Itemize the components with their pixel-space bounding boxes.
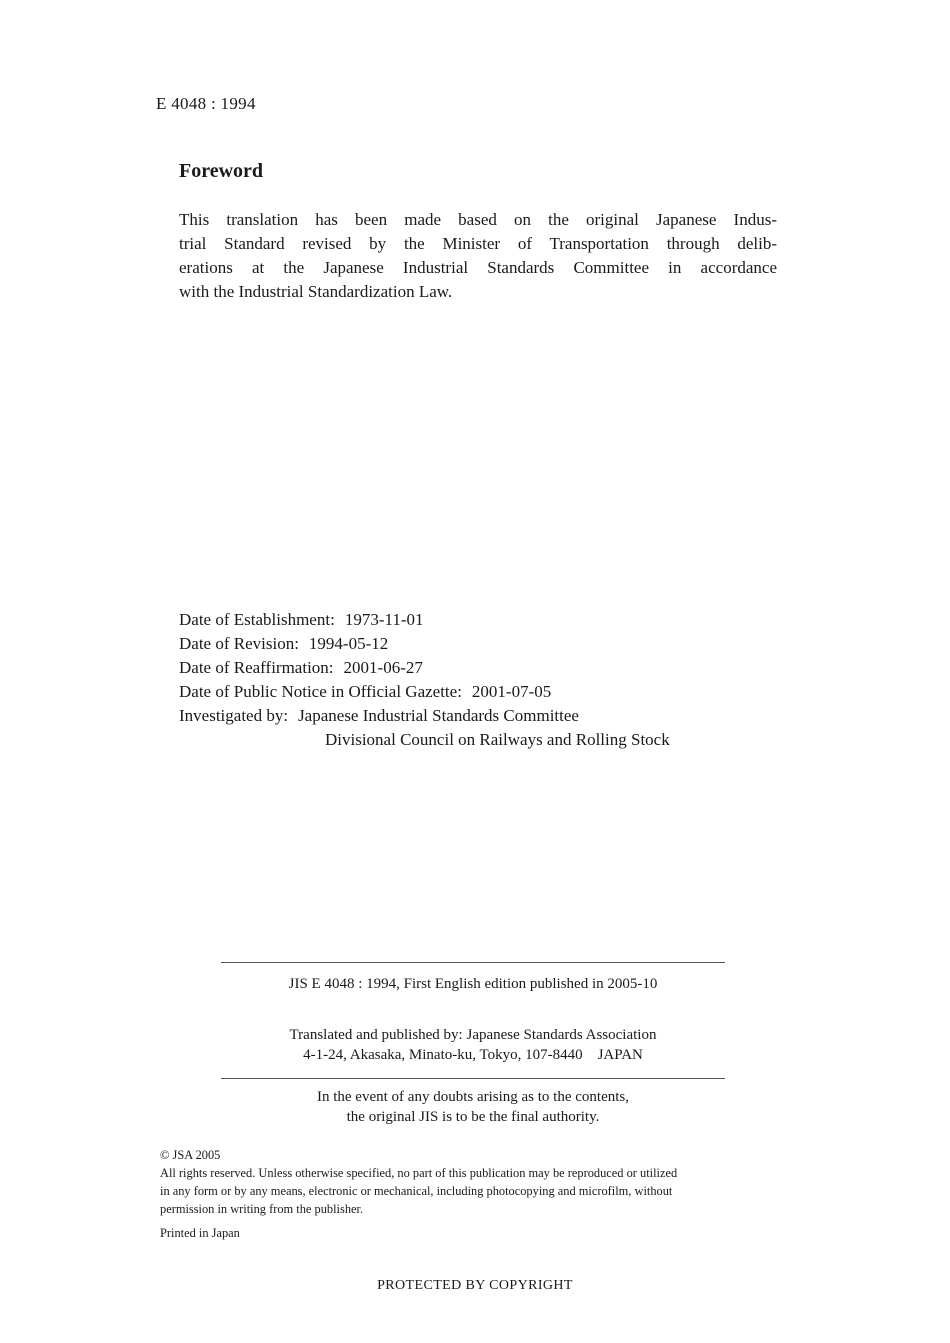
public-notice-row [179, 680, 670, 704]
copyright-footer: PROTECTED BY COPYRIGHT [377, 1278, 573, 1293]
investigated-label: Investigated by: [179, 706, 289, 725]
publisher-line: Translated and published by: Japanese Standards Association [289, 1027, 657, 1043]
foreword-line: erations at the Japanese Industrial Standards Committee in accordance [179, 258, 777, 277]
rights-line: in any form or by any means, electronic or mechanical, including photocopying and microfilm, without [160, 1184, 673, 1198]
revision-value: 1994-05-12 [308, 634, 389, 653]
divider-bottom [221, 1078, 725, 1079]
establishment-value: 1973-11-01 [344, 610, 424, 629]
foreword-line: with the Industrial Standardization Law. [179, 282, 453, 301]
rights-line: permission in writing from the publisher. [160, 1202, 364, 1216]
copyright-block [160, 1146, 772, 1242]
revision-label: Date of Revision: [179, 634, 299, 653]
foreword-body [179, 208, 777, 304]
edition-note: JIS E 4048 : 1994, First English edition published in 2005-10 [288, 976, 658, 992]
investigated-value: Japanese Industrial Standards Committee [298, 706, 579, 725]
reaffirmation-value: 2001-06-27 [343, 658, 423, 677]
foreword-line: trial Standard revised by the Minister of Transportation through delib- [179, 234, 777, 253]
publisher-block [221, 1025, 725, 1065]
public-notice-label: Date of Public Notice in Official Gazette: [179, 682, 462, 701]
rights-line: All rights reserved. Unless otherwise specified, no part of this publication may be reproduced or utilized [160, 1166, 678, 1180]
publisher-address: 4-1-24, Akasaka, Minato-ku, Tokyo, 107-8440 JAPAN [303, 1047, 643, 1063]
divider-top [221, 962, 725, 963]
establishment-row [179, 608, 670, 632]
reaffirmation-row [179, 656, 670, 680]
investigated-row [179, 704, 670, 728]
authority-line: In the event of any doubts arising as to the contents, [316, 1089, 629, 1105]
authority-line: the original JIS is to be the final authority. [346, 1109, 600, 1125]
foreword-line: This translation has been made based on the original Japanese Indus- [179, 210, 777, 229]
foreword-heading: Foreword [179, 160, 264, 182]
reaffirmation-label: Date of Reaffirmation: [179, 658, 334, 677]
investigated-value-continued: Divisional Council on Railways and Rolling Stock [325, 730, 670, 749]
establishment-label: Date of Establishment: [179, 610, 335, 629]
standard-dates [179, 608, 670, 752]
copyright-notice: © JSA 2005 [160, 1148, 221, 1162]
revision-row [179, 632, 670, 656]
public-notice-value: 2001-07-05 [471, 682, 552, 701]
printed-in: Printed in Japan [160, 1226, 240, 1240]
authority-note [221, 1087, 725, 1127]
document-id: E 4048 : 1994 [156, 94, 256, 113]
investigated-row-continued [179, 728, 670, 752]
